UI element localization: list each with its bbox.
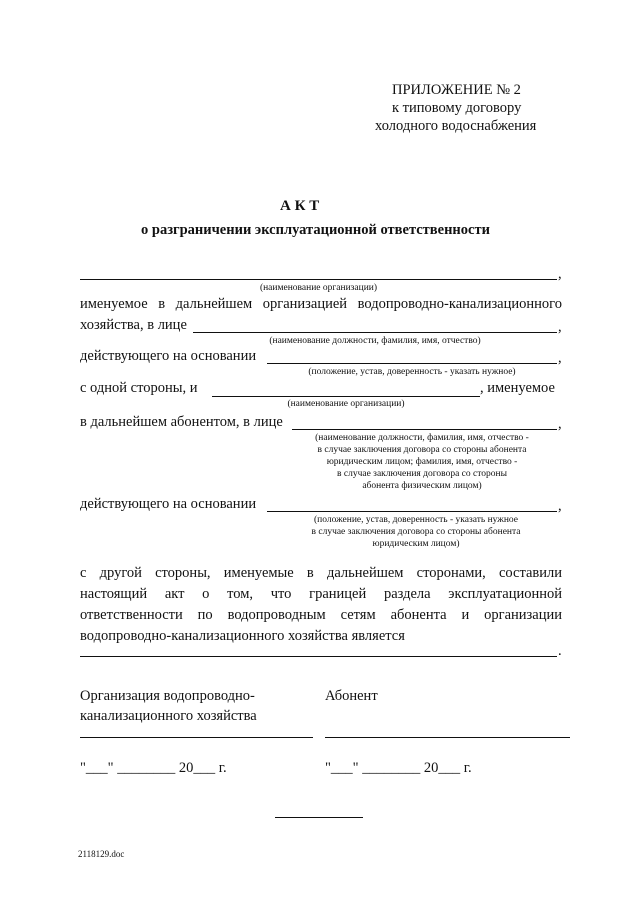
paragraph-line-2: настоящий акт о том, что границей раздела эксплуатационной [80, 586, 562, 602]
footer-divider [275, 817, 363, 818]
one-side-label: с одной стороны, и [80, 380, 198, 396]
left-signatory-title-1: Организация водопроводно- [80, 688, 255, 704]
caption-subscriber-basis-3: юридическим лицом) [372, 539, 460, 549]
caption-subscriber-4: в случае заключения договора со стороны [337, 469, 507, 479]
subscriber-person-label: в дальнейшем абонентом, в лице [80, 414, 283, 430]
comma: , [558, 498, 562, 514]
org-name-field[interactable] [80, 279, 557, 280]
left-signatory-title-2: канализационного хозяйства [80, 708, 257, 724]
document-subtitle: о разграничении эксплуатационной ответственности [141, 222, 490, 238]
named-as-label: , именуемое [480, 380, 555, 396]
paragraph-line-3: ответственности по водопроводным сетям абонента и организации [80, 607, 562, 623]
caption-subscriber-basis-2: в случае заключения договора со стороны абонента [311, 527, 521, 537]
subscriber-org-field[interactable] [212, 396, 480, 397]
right-date: "___" ________ 20___ г. [325, 760, 472, 776]
appendix-line-2: к типовому договору [392, 100, 522, 116]
document-title: А К Т [280, 198, 320, 214]
subscriber-basis-field[interactable] [267, 511, 557, 512]
caption-subscriber-basis-1: (положение, устав, доверенность - указать нужное [313, 515, 519, 525]
caption-org-name: (наименование организации) [259, 283, 378, 293]
comma: , [558, 416, 562, 432]
caption-org-name-2: (наименование организации) [287, 399, 405, 409]
subscriber-person-field[interactable] [292, 429, 557, 430]
caption-basis: (положение, устав, доверенность - указать нужное) [308, 367, 516, 377]
acting-basis-label: действующего на основании [80, 348, 257, 364]
org-person-field[interactable] [193, 332, 557, 333]
economy-person-label: хозяйства, в лице [80, 317, 187, 333]
appendix-number: ПРИЛОЖЕНИЕ № 2 [392, 82, 521, 98]
period: . [558, 643, 562, 659]
acting-basis-label-2: действующего на основании [80, 496, 257, 512]
paragraph-line-4: водопроводно-канализационного хозяйства является [80, 628, 405, 644]
left-date[interactable]: "___" ________ 20___ г. [80, 760, 227, 776]
named-as-org-text: именуемое в дальнейшем организацией водопроводно-канализационного [80, 296, 562, 312]
org-basis-field[interactable] [267, 363, 557, 364]
caption-subscriber-3: юридическим лицом; фамилия, имя, отчество - [326, 457, 518, 467]
right-signature-line[interactable] [325, 737, 570, 738]
comma: , [558, 319, 562, 335]
caption-position-name: (наименование должности, фамилия, имя, отчество) [269, 336, 481, 346]
comma: , [558, 266, 562, 282]
caption-subscriber-2: в случае заключения договора со стороны абонента [317, 445, 527, 455]
left-signature-line[interactable] [80, 737, 313, 738]
boundary-description-field[interactable] [80, 656, 557, 657]
caption-subscriber-1: (наименование должности, фамилия, имя, отчество - [315, 433, 529, 443]
document-id: 2118129.doc [78, 849, 125, 859]
right-signatory-title: Абонент [325, 688, 378, 704]
appendix-line-3: холодного водоснабжения [375, 118, 537, 134]
comma: , [558, 350, 562, 366]
paragraph-line-1: с другой стороны, именуемые в дальнейшем сторонами, составили [80, 565, 562, 581]
caption-subscriber-5: абонента физическим лицом) [362, 481, 482, 491]
